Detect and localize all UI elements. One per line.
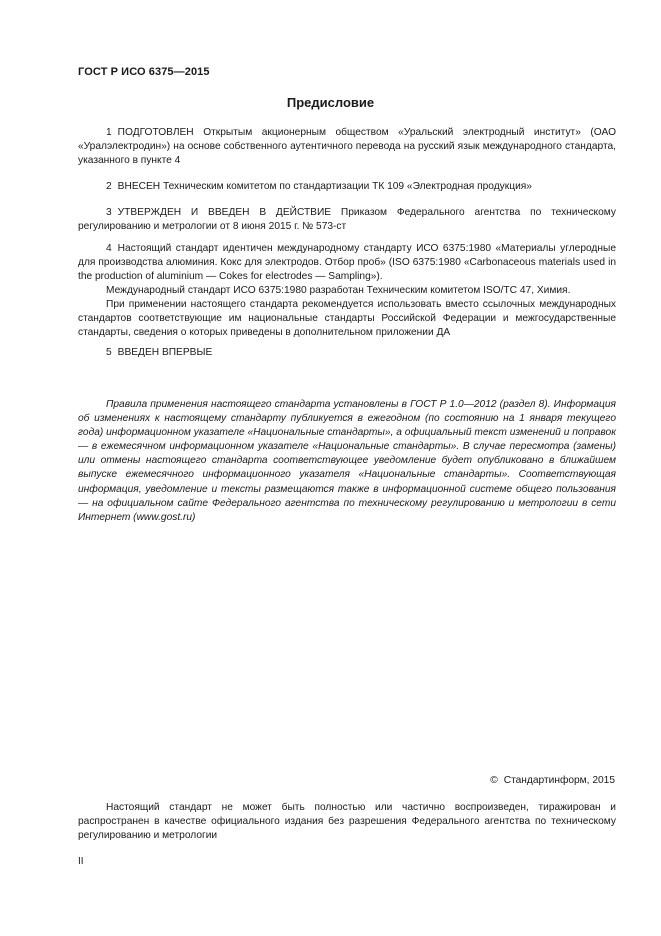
- item-number: 5: [106, 347, 112, 358]
- item-paragraph: При применении настоящего стандарта рекомендуется использовать вместо ссылочных международных стандартов соответствующие им национальные стандарты Российской Федерации и межгосударственные стандарты, сведения о которых приведены в дополнительном приложении ДА: [78, 299, 616, 338]
- notice-text: Настоящий стандарт не может быть полностью или частично воспроизведен, тиражирован и распространен в качестве официального издания без разрешения Федерального агентства по техническому регулированию и метрологии: [78, 802, 616, 841]
- foreword-item-3: [78, 206, 616, 234]
- item-number: 2: [106, 181, 112, 192]
- foreword-item-4: [78, 242, 616, 340]
- foreword-item-1: [78, 126, 616, 168]
- foreword-item-2: [78, 180, 616, 194]
- foreword-item-5: [78, 346, 616, 360]
- item-text: Настоящий стандарт идентичен международному стандарту ИСО 6375:1980 «Материалы углеродные для производства алюминия. Кокс для электродов. Отбор проб» (ISO 6375:1980 «Carbonaceous materials used in the production of aluminium — Cokes for electrodes — Sampling»).: [78, 243, 616, 282]
- page-number: II: [78, 856, 84, 867]
- copyright-text: Стандартинформ, 2015: [503, 775, 615, 786]
- item-text: УТВЕРЖДЕН И ВВЕДЕН В ДЕЙСТВИЕ Приказом Федерального агентства по техническому регулированию и метрологии от 8 июня 2015 г. № 573-ст: [78, 207, 616, 232]
- rules-note: [78, 398, 616, 525]
- item-text: ВНЕСЕН Техническим комитетом по стандартизации ТК 109 «Электродная продукция»: [117, 181, 532, 192]
- rules-note-text: Правила применения настоящего стандарта установлены в ГОСТ Р 1.0—2012 (раздел 8). Информация об изменениях к настоящему стандарту публикуется в ежегодном (по состоянию на 1 января текущего года) информационном указателе «Национальные стандарты», а официальный текст изменений и поправок — в ежемесячном информационном указателе «Национальные стандарты». В случае пересмотра (замены) или отмены настоящего стандарта соответствующее уведомление будет опубликовано в ближайшем выпуске ежемесячного информационного указателя «Национальные стандарты». Соответствующая информация, уведомление и тексты размещаются также в информационной системе общего пользования — на официальном сайте Федерального агентства по техническому регулированию и метрологии в сети Интернет (www.gost.ru): [78, 399, 616, 523]
- standard-designation: ГОСТ Р ИСО 6375—2015: [78, 66, 210, 78]
- copyright-symbol: ©: [490, 775, 498, 786]
- reproduction-notice: [78, 801, 616, 843]
- item-paragraph: Международный стандарт ИСО 6375:1980 разработан Техническим комитетом ISO/TC 47, Химия.: [106, 285, 571, 296]
- copyright: [490, 775, 615, 786]
- item-text: ПОДГОТОВЛЕН Открытым акционерным обществом «Уральский электродный институт» (ОАО «Уралэлектродин») на основе собственного аутентичного перевода на русский язык международного стандарта, указанного в пункте 4: [78, 127, 616, 166]
- item-text: ВВЕДЕН ВПЕРВЫЕ: [117, 347, 213, 358]
- page-title: Предисловие: [286, 95, 375, 110]
- item-number: 3: [106, 207, 112, 218]
- item-number: 1: [106, 127, 112, 138]
- item-number: 4: [106, 243, 112, 254]
